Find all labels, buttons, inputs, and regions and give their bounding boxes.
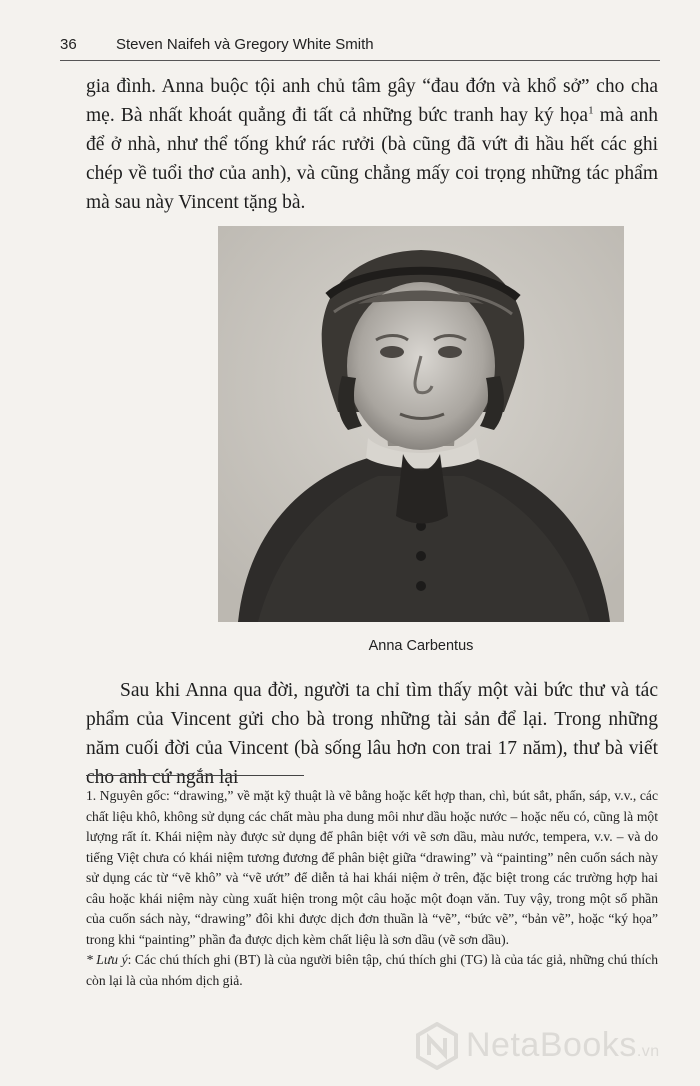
- header-rule: [60, 60, 660, 61]
- footnote-1: 1. Nguyên gốc: “drawing,” về mặt kỹ thuật là vẽ bằng hoặc kết hợp than, chì, bút sắt, phấn, sáp, v.v., các chất liệu khô, không sử dụng các chất màu pha dung môi như dầu hoặc nước – hoặc nếu có, cũng là một lượng rất ít. Khái niệm này được sử dụng để phân biệt với vẽ sơn dầu, màu nước, tempera, v.v. – và do tiếng Việt chưa có khái niệm tương đương để phân biệt giữa “drawing” và “painting” nên cuốn sách này sử dụng các từ “vẽ khô” và “vẽ ướt” để diễn tả hai khái niệm ở trên, đặc biệt trong các trường hợp hai câu hoặc khái niệm này cùng xuất hiện trong một câu hoặc một đoạn văn. Tuy vậy, trong một số phần của cuốn sách này, “drawing” đôi khi được dịch đơn thuần là “vẽ”, “bức vẽ”, “bản vẽ”, hoặc “ký họa” trong khi “painting” phần đa được dịch kèm chất liệu là sơn dầu (vẽ sơn dầu).: [86, 788, 658, 947]
- watermark-suffix: .vn: [636, 1043, 660, 1060]
- footnote-note: [86, 950, 658, 991]
- footnote-note-label: * Lưu ý: [86, 952, 128, 967]
- portrait-image: [218, 226, 624, 622]
- paragraph-1-text-b: mà anh để ở nhà, như thể tống khứ rác rưởi (bà cũng đã vứt đi hầu hết các ghi chép về tuổi thơ của anh), và cũng chẳng mấy coi trọng những tác phẩm mà sau này Vincent tặng bà.: [86, 105, 658, 213]
- photo-caption: Anna Carbentus: [368, 638, 474, 654]
- watermark: [416, 1018, 696, 1078]
- paragraph-1-text-a: gia đình. Anna buộc tội anh chủ tâm gây “đau đớn và khổ sở” cho cha mẹ. Bà nhất khoát quẳng đi tất cả những bức tranh hay ký họa: [86, 76, 658, 126]
- watermark-brand: NetaBooks: [466, 1026, 637, 1064]
- watermark-text: [466, 1026, 660, 1065]
- page-number: 36: [60, 36, 77, 53]
- footnote-divider: [86, 775, 304, 776]
- footnotes: [86, 786, 658, 991]
- footnote-ref-1[interactable]: 1: [588, 104, 594, 117]
- paragraph-1: [86, 72, 658, 217]
- portrait-photo: [218, 226, 624, 622]
- paragraph-2: Sau khi Anna qua đời, người ta chỉ tìm thấy một vài bức thư và tác phẩm của Vincent gửi cho bà trong những tài sản để lại. Trong những năm cuối đời của Vincent (bà sống lâu hơn con trai 17 năm), thư bà viết cho anh cứ ngắn lại: [86, 680, 658, 788]
- running-header-author: Steven Naifeh và Gregory White Smith: [116, 36, 374, 53]
- running-header: [60, 34, 660, 62]
- footnote-note-text: : Các chú thích ghi (BT) là của người biên tập, chú thích ghi (TG) là của tác giả, những chú thích còn lại là của nhóm dịch giả.: [86, 952, 658, 988]
- netabooks-logo-icon: [416, 1022, 458, 1070]
